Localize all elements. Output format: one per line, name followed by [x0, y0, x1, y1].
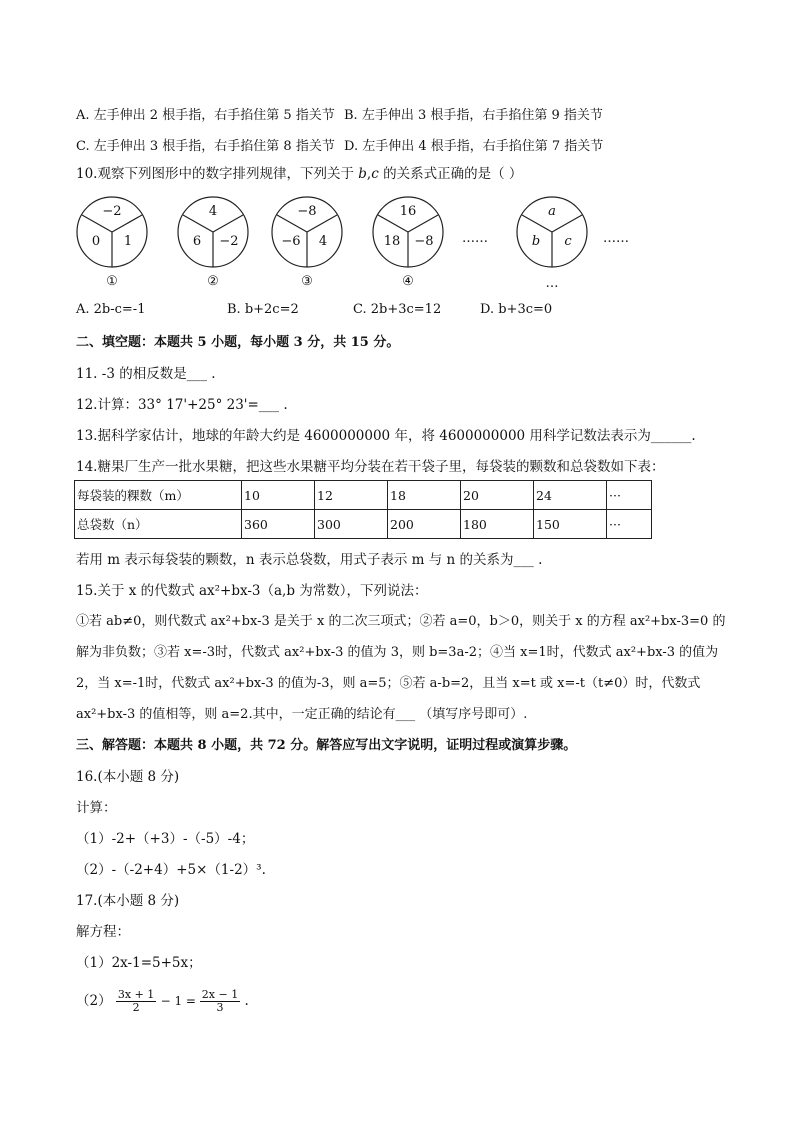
circle-left-value: 6 — [192, 234, 202, 249]
circle-right-value: c — [564, 234, 572, 249]
q15-line-3: 2，当 x=-1时，代数式 ax²+bx-3 的值为-3，则 a=5；⑤若 a-b=2，且当 x=t 或 x=-t（t≠0）时，代数式 — [76, 676, 701, 691]
q15-line-4: ax²+bx-3 的值相等，则 a=2.其中，一定正确的结论有___ （填写序号即可）. — [76, 707, 528, 722]
q12: 12.计算：33° 17'+25° 23'=___ . — [76, 397, 288, 413]
table-row — [75, 481, 652, 510]
table-cell: 20 — [461, 481, 534, 510]
q10-option-a: A. 2b-c=-1 — [76, 302, 146, 317]
q9-option-b: B. 左手伸出 3 根手指，右手掐住第 9 指关节 — [344, 108, 603, 123]
pattern-circle-3 — [271, 196, 343, 268]
circle-top-value: a — [548, 204, 556, 219]
q16-intro: 计算： — [76, 800, 117, 816]
circle-top-value: 4 — [208, 204, 218, 219]
circle-right-value: −8 — [414, 234, 434, 249]
q9-option-a: A. 左手伸出 2 根手指，右手掐住第 5 指关节 — [76, 108, 335, 123]
circle-label-1: ① — [106, 274, 118, 289]
table-row — [75, 510, 652, 539]
table-cell: 12 — [315, 481, 388, 510]
q10-option-d: D. b+3c=0 — [480, 302, 553, 317]
q10-stem — [76, 165, 522, 183]
q10-stem-var-c: c — [371, 166, 379, 182]
circle-top-value: 16 — [399, 204, 417, 219]
q10-stem-var-b: b — [358, 166, 367, 182]
table-header-per-bag: 每袋装的粿数（m） — [75, 481, 242, 510]
circle-top-value: −8 — [297, 204, 317, 219]
table-cell: 24 — [534, 481, 607, 510]
circle-left-value: −6 — [281, 234, 301, 249]
circle-right-value: −2 — [219, 234, 239, 249]
circle-label-4: ④ — [402, 274, 414, 289]
q14-stem: 14.糖果厂生产一批水果糖，把这些水果糖平均分装在若干袋子里，每袋装的颗数和总袋数如下表： — [76, 459, 665, 475]
table-cell: ··· — [607, 481, 652, 510]
circle-label-3: ③ — [301, 274, 313, 289]
circle-left-value: 18 — [383, 234, 401, 249]
fraction-1 — [116, 989, 156, 1014]
ellipsis-1: …… — [462, 231, 488, 246]
q10-option-b: B. b+2c=2 — [227, 302, 299, 317]
q16-title: 16.(本小题 8 分) — [76, 769, 180, 785]
q17-intro: 解方程： — [76, 924, 130, 940]
equation-middle: − 1 = — [160, 994, 200, 1008]
circle-right-value: 1 — [123, 234, 133, 249]
q16-part-2: （2）-（-2+4）+5×（1-2）³. — [76, 862, 266, 878]
equation-end: . — [244, 993, 249, 1009]
table-header-total-bags: 总袋数（n） — [75, 510, 242, 539]
q10-stem-post: 的关系式正确的是（ ） — [378, 166, 523, 182]
ellipsis-2: …… — [603, 231, 629, 246]
circle-top-value: −2 — [102, 204, 122, 219]
fraction-2 — [200, 989, 240, 1014]
q11: 11. -3 的相反数是___ . — [76, 366, 216, 382]
section-2-heading: 二、填空题：本题共 5 小题，每小题 3 分，共 15 分。 — [76, 335, 400, 350]
q15-line-2: 解为非负数；③若 x=-3时，代数式 ax²+bx-3 的值为 3，则 b=3a-2；④当 x=1时，代数式 ax²+bx-3 的值为 — [76, 645, 719, 660]
table-cell: ··· — [607, 510, 652, 539]
circle-label-general: … — [545, 276, 559, 291]
q17-title: 17.(本小题 8 分) — [76, 893, 180, 909]
q16-part-1: （1）-2+（+3）-（-5）-4； — [76, 831, 255, 847]
fraction-1-denominator: 2 — [132, 1001, 140, 1014]
q10-stem-sep: , — [366, 166, 372, 182]
q17-part-1: （1）2x-1=5+5x； — [76, 955, 202, 971]
q17-part-2-prefix: （2） — [76, 993, 112, 1009]
circle-left-value: b — [531, 234, 541, 249]
q10-option-c: C. 2b+3c=12 — [353, 302, 442, 317]
table-cell: 10 — [242, 481, 315, 510]
table-cell: 360 — [242, 510, 315, 539]
table-cell: 18 — [388, 481, 461, 510]
circle-label-2: ② — [207, 274, 219, 289]
section-3-heading: 三、解答题：本题共 8 小题，共 72 分。解答应写出文字说明，证明过程或演算步骤。 — [76, 738, 577, 753]
pattern-circle-general — [516, 196, 588, 268]
pattern-circle-2 — [177, 196, 249, 268]
fraction-2-numerator: 2x − 1 — [201, 988, 239, 1001]
q14-after: 若用 m 表示每袋装的颗数，n 表示总袋数，用式子表示 m 与 n 的关系为___ . — [76, 552, 543, 568]
pattern-circle-1 — [76, 196, 148, 268]
q14-table — [74, 480, 652, 539]
q9-option-c: C. 左手伸出 3 根手指，右手掐住第 8 指关节 — [76, 139, 335, 154]
q10-stem-pre: 10.观察下列图形中的数字排列规律，下列关于 — [76, 166, 359, 182]
circle-right-value: 4 — [318, 234, 328, 249]
q13: 13.据科学家估计，地球的年龄大约是 4600000000 年，将 4600000000 用科学记数法表示为______. — [76, 428, 696, 444]
table-cell: 180 — [461, 510, 534, 539]
table-cell: 200 — [388, 510, 461, 539]
table-cell: 300 — [315, 510, 388, 539]
table-cell: 150 — [534, 510, 607, 539]
q9-option-d: D. 左手伸出 4 根手指，右手掐住第 7 指关节 — [344, 139, 604, 154]
fraction-2-denominator: 3 — [216, 1001, 224, 1014]
fraction-1-numerator: 3x + 1 — [117, 988, 155, 1001]
q15-stem: 15.关于 x 的代数式 ax²+bx-3（a,b 为常数），下列说法： — [76, 583, 428, 599]
q15-line-1: ①若 ab≠0，则代数式 ax²+bx-3 是关于 x 的二次三项式；②若 a=0，b＞0，则关于 x 的方程 ax²+bx-3=0 的 — [76, 614, 726, 629]
circle-left-value: 0 — [91, 234, 101, 249]
q17-part-2 — [76, 984, 249, 1018]
pattern-circle-4 — [372, 196, 444, 268]
